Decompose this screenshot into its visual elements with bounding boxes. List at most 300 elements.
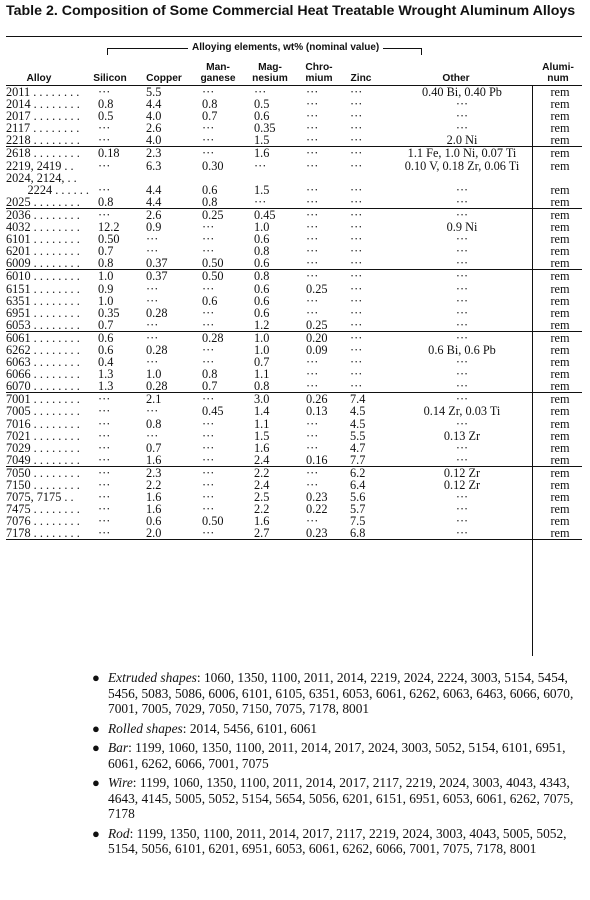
- cell-magnesium: 1.1: [254, 368, 270, 381]
- cell-other: ···: [455, 257, 469, 270]
- cell-manganese: ···: [194, 147, 246, 160]
- product-form-label: Bar: [108, 740, 129, 755]
- cell-aluminum: rem: [550, 233, 570, 246]
- cell-aluminum: rem: [550, 159, 570, 172]
- cell-silicon: ···: [98, 122, 111, 135]
- cell-manganese: 0.8: [202, 368, 218, 381]
- cell-chromium: ···: [298, 147, 344, 160]
- cell-magnesium: [246, 172, 298, 184]
- cell-aluminum: rem: [550, 98, 570, 111]
- cell-silicon: 1.3: [98, 380, 114, 393]
- cell-other: ···: [455, 245, 469, 258]
- column-divider: [532, 86, 533, 656]
- alloy-list: : 1199, 1060, 1350, 1100, 2011, 2014, 2017, 2117, 2219, 2024, 3003, 4043, 4343, 4643, 4145, 5005, 5052, 5154, 5654, 5056, 6201, 6151, 6951, 6053, 6061, 6262, 7075, 7178: [108, 775, 574, 821]
- table-row: [6, 380, 582, 393]
- cell-alloy: 6053 . . . . . . . .: [6, 318, 80, 332]
- header-zinc: Zinc: [350, 73, 372, 84]
- cell-aluminum: rem: [538, 270, 582, 283]
- cell-alloy: 2024, 2124, . .: [6, 171, 77, 184]
- cell-chromium: ···: [298, 270, 344, 283]
- cell-copper: ···: [136, 331, 194, 344]
- cell-other: ···: [455, 110, 469, 123]
- table-row: [6, 405, 582, 417]
- cell-zinc: 4.5: [350, 405, 366, 418]
- header-other: Other: [442, 73, 470, 84]
- cell-manganese: ···: [202, 356, 215, 369]
- cell-other: ···: [455, 183, 469, 196]
- cell-other: ···: [455, 98, 469, 111]
- header-alloy: Alloy: [26, 73, 52, 84]
- cell-magnesium: 3.0: [246, 393, 298, 406]
- header-aluminum: Alumi- num: [542, 62, 574, 84]
- table-row: [6, 257, 582, 270]
- cell-other: 0.12 Zr: [443, 479, 481, 492]
- table-row: [6, 86, 582, 98]
- cell-chromium: 0.26: [298, 393, 344, 406]
- cell-manganese: 0.50: [202, 257, 224, 270]
- cell-aluminum: rem: [550, 368, 570, 381]
- cell-aluminum: rem: [550, 183, 570, 196]
- table-row: [6, 270, 582, 283]
- cell-aluminum: rem: [538, 208, 582, 221]
- cell-alloy: 7076 . . . . . . . .: [6, 515, 80, 528]
- cell-manganese: 0.7: [202, 110, 218, 123]
- cell-aluminum: rem: [550, 110, 570, 123]
- cell-alloy: 2117 . . . . . . . .: [6, 122, 80, 135]
- cell-copper: 2.1: [136, 393, 194, 406]
- cell-alloy: 2218 . . . . . . . .: [6, 134, 80, 147]
- cell-zinc: ···: [344, 208, 386, 221]
- table-row: [6, 196, 582, 209]
- cell-magnesium: 0.8: [246, 270, 298, 283]
- table-row: [6, 160, 582, 172]
- cell-copper: 6.3: [146, 159, 162, 172]
- cell-aluminum: rem: [550, 282, 570, 295]
- cell-other: 0.9 Ni: [446, 221, 478, 234]
- cell-copper: ···: [146, 294, 159, 307]
- product-form-label: Rolled shapes: [108, 720, 183, 736]
- table-row: [6, 307, 582, 319]
- cell-chromium: 0.23: [298, 527, 344, 540]
- alloy-list: : 1199, 1060, 1350, 1100, 2011, 2014, 2017, 2024, 3003, 5052, 5154, 6101, 6951, 6061, 6262, 6066, 7001, 7075: [108, 740, 566, 771]
- cell-chromium: ···: [306, 86, 319, 99]
- table-title: Table 2. Composition of Some Commercial Heat Treatable Wrought Aluminum Alloys: [6, 3, 576, 19]
- table-row: [6, 319, 582, 332]
- cell-magnesium: 1.5: [254, 134, 270, 147]
- cell-copper: 5.5: [146, 86, 162, 99]
- cell-magnesium: 1.2: [254, 318, 270, 332]
- cell-silicon: ···: [98, 503, 111, 516]
- cell-aluminum: rem: [550, 503, 570, 516]
- cell-manganese: 0.50: [202, 515, 224, 528]
- cell-chromium: ···: [306, 110, 319, 123]
- cell-other: ···: [455, 282, 469, 295]
- cell-copper: 0.28: [146, 380, 168, 393]
- cell-zinc: 7.5: [350, 515, 366, 528]
- cell-aluminum: rem: [550, 491, 570, 504]
- cell-zinc: ···: [350, 122, 363, 135]
- cell-alloy: 7178 . . . . . . . .: [6, 527, 94, 540]
- cell-other: 0.6 Bi, 0.6 Pb: [428, 343, 496, 357]
- cell-silicon: ···: [98, 491, 111, 504]
- cell-aluminum: rem: [538, 331, 582, 344]
- cell-silicon: ···: [98, 183, 111, 196]
- cell-other: ···: [455, 306, 469, 319]
- cell-alloy: 6066 . . . . . . . .: [6, 368, 80, 381]
- cell-alloy: 7049 . . . . . . . .: [6, 453, 80, 467]
- cell-copper: 0.9: [146, 221, 162, 234]
- alloying-elements-label: Alloying elements, wt% (nominal value): [188, 42, 383, 53]
- cell-zinc: 5.7: [350, 503, 366, 516]
- cell-manganese: ···: [202, 429, 215, 442]
- cell-silicon: ···: [98, 429, 111, 442]
- cell-aluminum: rem: [550, 134, 570, 147]
- table-row: [6, 393, 582, 406]
- cell-copper: 2.3: [136, 466, 194, 479]
- cell-magnesium: 0.8: [254, 245, 270, 258]
- cell-silicon: 1.3: [98, 368, 114, 381]
- cell-copper: 0.7: [146, 441, 162, 454]
- cell-magnesium: 1.5: [254, 183, 270, 196]
- cell-other: [386, 172, 538, 184]
- table-row: [6, 418, 582, 430]
- table-row: [6, 430, 582, 442]
- cell-other: ···: [386, 393, 538, 406]
- cell-other: ···: [455, 453, 469, 467]
- cell-manganese: ···: [202, 441, 215, 454]
- cell-aluminum: rem: [550, 515, 570, 528]
- table-row: [6, 344, 582, 356]
- table-row: [6, 233, 582, 245]
- header-silicon: Silicon: [93, 73, 127, 84]
- cell-magnesium: ···: [254, 86, 267, 99]
- cell-copper: ···: [146, 233, 159, 246]
- cell-copper: 0.6: [146, 515, 162, 528]
- table-row: [6, 515, 582, 527]
- cell-magnesium: 2.7: [246, 527, 298, 540]
- cell-aluminum: rem: [550, 441, 570, 454]
- cell-aluminum: rem: [538, 147, 582, 160]
- cell-chromium: ···: [306, 479, 319, 492]
- cell-manganese: 0.8: [202, 195, 218, 209]
- cell-silicon: ···: [94, 527, 136, 540]
- cell-magnesium: 1.0: [246, 331, 298, 344]
- cell-magnesium: 1.1: [254, 417, 270, 430]
- table-row: [6, 454, 582, 467]
- cell-silicon: 0.6: [94, 331, 136, 344]
- product-form-label: Rod: [108, 825, 130, 841]
- table-row: [6, 466, 582, 479]
- cell-magnesium: 1.0: [254, 343, 270, 357]
- cell-zinc: 4.5: [350, 417, 366, 430]
- cell-aluminum: rem: [550, 257, 570, 270]
- table-row: [6, 172, 582, 184]
- cell-chromium: ···: [306, 515, 319, 528]
- list-item: [92, 740, 586, 771]
- cell-chromium: 0.23: [306, 491, 328, 504]
- cell-manganese: ···: [202, 233, 215, 246]
- cell-silicon: ···: [94, 208, 136, 221]
- cell-zinc: ···: [350, 368, 363, 381]
- cell-alloy: 6009 . . . . . . . .: [6, 257, 80, 270]
- cell-alloy: 7016 . . . . . . . .: [6, 417, 80, 430]
- cell-magnesium: 1.6: [254, 441, 270, 454]
- cell-copper: ···: [146, 429, 159, 442]
- table-row: [6, 527, 582, 540]
- table-row: [6, 368, 582, 380]
- cell-aluminum: rem: [550, 86, 570, 99]
- cell-other: 0.10 V, 0.18 Zr, 0.06 Ti: [404, 159, 520, 172]
- cell-other: ···: [386, 331, 538, 344]
- cell-silicon: 1.0: [98, 294, 114, 307]
- cell-copper: 4.0: [146, 110, 162, 123]
- cell-chromium: ···: [306, 245, 319, 258]
- cell-other: ···: [455, 318, 469, 332]
- alloy-list: : 1060, 1350, 1100, 2011, 2014, 2219, 2024, 2224, 3003, 5154, 5454, 5456, 5083, 5086, 6006, 6101, 6105, 6351, 6053, 6061, 6262, 6063, 6463, 6066, 6070, 7001, 7005, 7029, 7050, 7150, 7075, 7178, 8001: [108, 670, 574, 716]
- cell-magnesium: 0.6: [254, 294, 270, 307]
- cell-aluminum: rem: [538, 466, 582, 479]
- cell-zinc: ···: [350, 257, 363, 270]
- cell-copper: 2.6: [146, 122, 162, 135]
- cell-alloy: 2014 . . . . . . . .: [6, 98, 80, 111]
- cell-zinc: 5.5: [350, 429, 366, 442]
- cell-zinc: ···: [350, 343, 363, 357]
- cell-chromium: 0.20: [298, 331, 344, 344]
- cell-other: 0.40 Bi, 0.40 Pb: [422, 86, 502, 99]
- cell-magnesium: 0.6: [254, 233, 270, 246]
- cell-alloy: 2219, 2419 . .: [6, 159, 74, 172]
- cell-silicon: 0.50: [98, 233, 120, 246]
- cell-manganese: ···: [202, 479, 215, 492]
- cell-other: ···: [455, 294, 469, 307]
- cell-magnesium: 1.4: [254, 405, 270, 418]
- cell-alloy: 7050 . . . . . . . .: [6, 466, 94, 479]
- bullet-icon: ●: [92, 720, 100, 736]
- cell-copper: ···: [146, 405, 159, 418]
- cell-other: ···: [455, 380, 469, 393]
- cell-aluminum: rem: [550, 122, 570, 135]
- cell-other: ···: [455, 515, 469, 528]
- table-row: [6, 295, 582, 307]
- cell-manganese: 0.8: [202, 98, 218, 111]
- cell-magnesium: 0.6: [254, 306, 270, 319]
- cell-chromium: 0.22: [306, 503, 328, 516]
- cell-magnesium: ···: [254, 159, 267, 172]
- table-row: [6, 110, 582, 122]
- cell-magnesium: 1.6: [246, 147, 298, 160]
- cell-copper: ···: [146, 318, 159, 332]
- cell-zinc: 6.4: [350, 479, 366, 492]
- cell-chromium: ···: [306, 122, 319, 135]
- cell-silicon: ···: [98, 417, 111, 430]
- cell-aluminum: rem: [550, 405, 570, 418]
- cell-alloy: 2011 . . . . . . . .: [6, 86, 80, 99]
- cell-copper: 1.6: [146, 503, 162, 516]
- cell-magnesium: 0.6: [254, 282, 270, 295]
- cell-chromium: ···: [306, 134, 319, 147]
- cell-zinc: [344, 172, 386, 184]
- cell-silicon: ···: [94, 393, 136, 406]
- cell-copper: 2.6: [136, 208, 194, 221]
- title-rule: [6, 36, 582, 37]
- cell-manganese: 0.25: [194, 208, 246, 221]
- table-row: [6, 331, 582, 344]
- cell-magnesium: 2.2: [254, 503, 270, 516]
- cell-magnesium: 0.8: [254, 380, 270, 393]
- table-row: [6, 184, 582, 196]
- table-row: [6, 503, 582, 515]
- cell-zinc: 6.8: [344, 527, 386, 540]
- cell-copper: 0.28: [146, 306, 168, 319]
- cell-magnesium: 2.4: [254, 479, 270, 492]
- cell-copper: ···: [146, 356, 159, 369]
- table-row: [6, 283, 582, 295]
- cell-manganese: ···: [202, 221, 215, 234]
- cell-magnesium: 2.5: [254, 491, 270, 504]
- cell-copper: ···: [146, 282, 159, 295]
- cell-other: ···: [455, 233, 469, 246]
- cell-chromium: ···: [298, 466, 344, 479]
- cell-silicon: [94, 172, 136, 184]
- cell-chromium: ···: [306, 257, 319, 270]
- cell-other: ···: [455, 368, 469, 381]
- cell-silicon: 12.2: [98, 221, 120, 234]
- cell-silicon: 0.7: [98, 318, 114, 332]
- cell-zinc: ···: [344, 270, 386, 283]
- cell-zinc: ···: [350, 110, 363, 123]
- cell-manganese: ···: [202, 245, 215, 258]
- cell-zinc: 7.4: [344, 393, 386, 406]
- cell-silicon: ···: [98, 134, 111, 147]
- cell-manganese: ···: [202, 122, 215, 135]
- cell-chromium: 0.25: [306, 318, 328, 332]
- cell-other: 0.14 Zr, 0.03 Ti: [423, 405, 501, 418]
- cell-chromium: ···: [306, 233, 319, 246]
- cell-silicon: ···: [98, 86, 111, 99]
- cell-manganese: ···: [202, 343, 215, 357]
- cell-silicon: 0.5: [98, 110, 114, 123]
- cell-copper: [136, 172, 194, 184]
- cell-alloy: 2017 . . . . . . . .: [6, 110, 80, 123]
- cell-silicon: 0.35: [98, 306, 120, 319]
- cell-other: ···: [455, 122, 469, 135]
- cell-silicon: ···: [98, 453, 111, 467]
- cell-aluminum: rem: [538, 527, 582, 540]
- cell-zinc: ···: [350, 294, 363, 307]
- cell-manganese: ···: [202, 491, 215, 504]
- table-row: [6, 442, 582, 454]
- header-chromium: Chro- mium: [305, 62, 333, 84]
- cell-aluminum: rem: [538, 393, 582, 406]
- cell-copper: ···: [146, 245, 159, 258]
- bullet-icon: ●: [92, 825, 100, 841]
- cell-chromium: ···: [306, 98, 319, 111]
- cell-manganese: ···: [202, 134, 215, 147]
- cell-manganese: ···: [202, 417, 215, 430]
- cell-other: 1.1 Fe, 1.0 Ni, 0.07 Ti: [386, 147, 538, 160]
- cell-magnesium: 1.6: [254, 515, 270, 528]
- cell-manganese: ···: [202, 453, 215, 467]
- cell-aluminum: rem: [550, 245, 570, 258]
- cell-zinc: ···: [350, 86, 363, 99]
- cell-other: ···: [386, 270, 538, 283]
- cell-zinc: ···: [350, 356, 363, 369]
- cell-manganese: 0.7: [202, 380, 218, 393]
- cell-copper: 0.37: [136, 270, 194, 283]
- cell-alloy: 6262 . . . . . . . .: [6, 343, 80, 357]
- cell-silicon: ···: [98, 405, 111, 418]
- cell-copper: 1.0: [146, 368, 162, 381]
- cell-aluminum: rem: [550, 417, 570, 430]
- cell-zinc: ···: [350, 233, 363, 246]
- cell-aluminum: rem: [550, 294, 570, 307]
- cell-alloy: 7150 . . . . . . . .: [6, 479, 80, 492]
- cell-aluminum: rem: [550, 318, 570, 332]
- cell-aluminum: rem: [550, 221, 570, 234]
- cell-manganese: ···: [202, 503, 215, 516]
- cell-chromium: ···: [306, 183, 319, 196]
- cell-alloy: 6063 . . . . . . . .: [6, 356, 80, 369]
- cell-copper: 1.6: [146, 491, 162, 504]
- cell-chromium: 0.13: [306, 405, 328, 418]
- table-row: [6, 491, 582, 503]
- cell-chromium: ···: [306, 294, 319, 307]
- cell-manganese: ···: [202, 86, 215, 99]
- cell-copper: 0.8: [146, 417, 162, 430]
- cell-alloy: 4032 . . . . . . . .: [6, 221, 80, 234]
- cell-manganese: 0.30: [202, 159, 224, 172]
- cell-alloy: 2036 . . . . . . . .: [6, 208, 94, 221]
- cell-other: 0.13 Zr: [443, 429, 481, 442]
- cell-zinc: ···: [350, 159, 363, 172]
- cell-chromium: 0.09: [306, 343, 328, 357]
- cell-chromium: ···: [306, 380, 319, 393]
- cell-other: ···: [455, 441, 469, 454]
- table-row: [6, 134, 582, 147]
- cell-zinc: ···: [350, 306, 363, 319]
- cell-manganese: ···: [194, 393, 246, 406]
- cell-alloy: 7021 . . . . . . . .: [6, 429, 80, 442]
- cell-alloy: 6201 . . . . . . . .: [6, 245, 80, 258]
- cell-manganese: ···: [202, 306, 215, 319]
- cell-magnesium: 1.5: [254, 429, 270, 442]
- table-row: [6, 147, 582, 160]
- alloy-list: : 1199, 1350, 1100, 2011, 2014, 2017, 2117, 2219, 2024, 3003, 4043, 5005, 5052, 5154, 5056, 6101, 6201, 6951, 6053, 6061, 6262, 6066, 7001, 7075, 7178, 8001: [108, 825, 567, 856]
- header-magnesium: Mag- nesium: [252, 62, 288, 84]
- cell-zinc: ···: [350, 183, 363, 196]
- cell-manganese: [194, 172, 246, 184]
- cell-manganese: 0.6: [202, 183, 218, 196]
- cell-other: ···: [455, 356, 469, 369]
- cell-manganese: ···: [202, 318, 215, 332]
- cell-chromium: ···: [306, 356, 319, 369]
- cell-silicon: 0.8: [98, 98, 114, 111]
- cell-alloy: 2224 . . . . . .: [6, 183, 90, 196]
- table-row: [6, 221, 582, 233]
- cell-alloy: 6070 . . . . . . . .: [6, 380, 80, 393]
- cell-aluminum: rem: [550, 479, 570, 492]
- product-form-label: Extruded shapes: [108, 670, 197, 685]
- cell-copper: 4.4: [146, 98, 162, 111]
- cell-copper: 0.28: [146, 343, 168, 357]
- cell-copper: 2.3: [136, 147, 194, 160]
- cell-zinc: ···: [344, 331, 386, 344]
- cell-other: 0.12 Zr: [386, 466, 538, 479]
- cell-magnesium: 0.35: [254, 122, 276, 135]
- cell-silicon: 0.6: [98, 343, 114, 357]
- table-row: [6, 208, 582, 221]
- cell-manganese: ···: [202, 282, 215, 295]
